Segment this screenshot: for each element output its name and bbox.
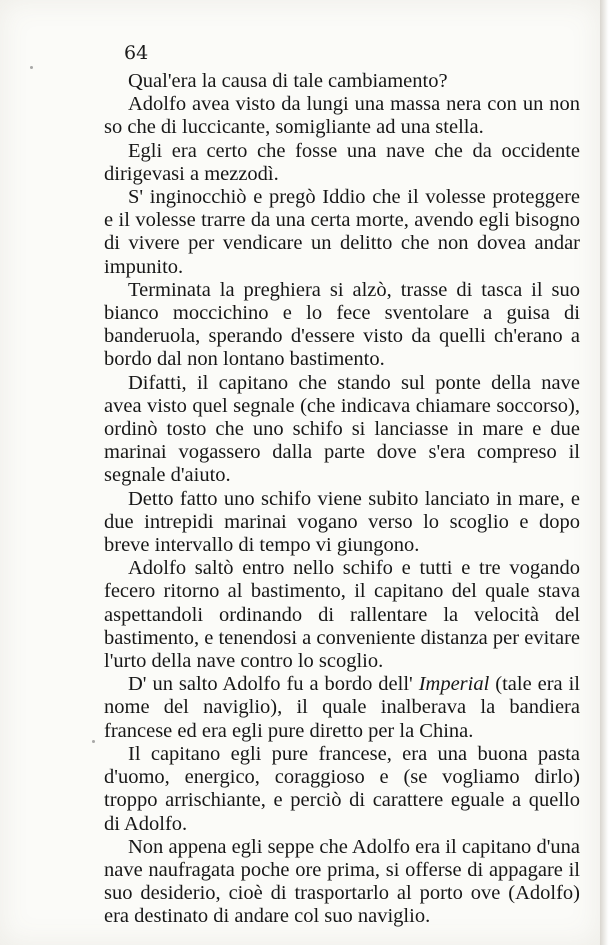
ink-speck — [30, 66, 33, 69]
paragraph-9 — [104, 673, 580, 743]
ship-name: Imperial — [418, 673, 490, 696]
paragraph-9-start: D' un salto Adolfo fu a bordo dell' — [128, 673, 419, 696]
paragraph-1: Qual'era la causa di tale cambiamento? — [128, 70, 448, 92]
paragraph-9-end: (tale era il nome del naviglio), il quale inalberava la bandiera francese ed era egli pure diretto per la China. — [104, 673, 580, 742]
paragraph-8: Adolfo saltò entro nello schifo e tutti e tre vogando fecero ritorno al bastimento, il capitano del quale stava aspettandoli ordinando di rallentare la velocità del bastimento, e tenendosi a conveniente distanza per evitare l'urto della nave contro lo scoglio. — [104, 557, 580, 673]
page-text — [104, 70, 580, 929]
page-number: 64 — [124, 42, 149, 64]
paragraph-7: Detto fatto uno schifo viene subito lanciato in mare, e due intrepidi marinai vogano verso lo scoglio e dopo breve intervallo di tempo vi giungono. — [104, 487, 580, 557]
paragraph-3: Egli era certo che fosse una nave che da occidente dirigevasi a mezzodì. — [104, 139, 580, 185]
page-edge — [600, 0, 614, 945]
paragraph-11: Non appena egli seppe che Adolfo era il capitano d'una nave naufragata poche ore prima, si offerse di appagare il suo desiderio, cioè di trasportarlo al porto ove (Adolfo) era destinato di andare col suo naviglio. — [104, 835, 580, 928]
paragraph-5: Terminata la preghiera si alzò, trasse di tasca il suo bianco moccichino e lo fece sventolare a guisa di banderuola, sperando d'essere visto da quelli ch'erano a bordo dal non lontano bastimento. — [104, 278, 580, 371]
paragraph-4: S' inginocchiò e pregò Iddio che il volesse proteggere e il volesse trarre da una certa morte, avendo egli bisogno di vivere per vendicare un delitto che non dovea andar impunito. — [104, 186, 580, 278]
paragraph-10: Il capitano egli pure francese, era una buona pasta d'uomo, energico, coraggioso e (se vogliamo dirlo) troppo arrischiante, e perciò di carattere eguale a quello di Adolfo. — [104, 742, 580, 835]
ink-speck — [92, 740, 95, 743]
paragraph-2: Adolfo avea visto da lungi una massa nera con un non so che di luccicante, somigliante ad una stella. — [104, 93, 580, 139]
paragraph-6: Difatti, il capitano che stando sul ponte della nave avea visto quel segnale (che indicava chiamare soccorso), ordinò tosto che uno schifo si lanciasse in mare e due marinai vogassero dalla parte dove s'era compreso il segnale d'aiuto. — [104, 371, 580, 487]
